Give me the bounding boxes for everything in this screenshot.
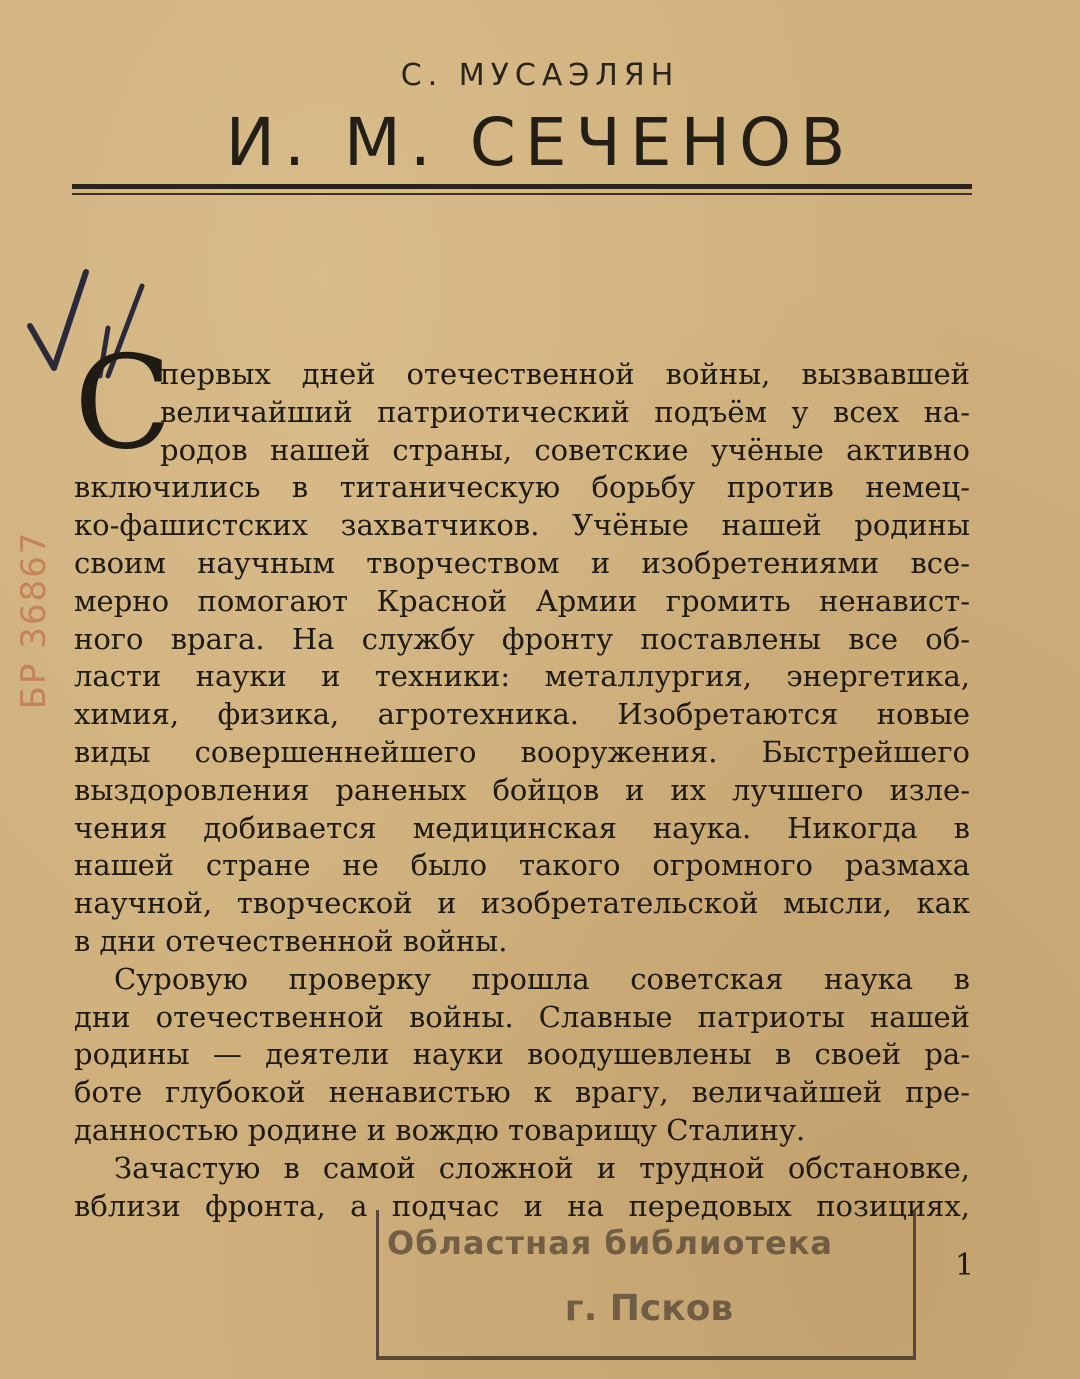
text-line: своим научным творчеством и изобретениями все- (74, 545, 970, 580)
text-line: мерно помогают Красной Армии громить ненавист- (74, 583, 970, 618)
text-line: первых дней отечественной войны, вызвавшей (160, 357, 970, 391)
text-line: дни отечественной войны. Славные патриоты нашей (74, 999, 970, 1034)
text-line: виды совершеннейшего вооружения. Быстрейшего (74, 734, 970, 769)
title-rule-thin (72, 193, 972, 195)
text-line: данностью родине и вождю товарищу Сталину. (74, 1112, 806, 1147)
text-line: в дни отечественной войны. (74, 923, 508, 958)
text-line: вблизи фронта, а подчас и на передовых позициях, (74, 1188, 970, 1223)
text-line: ко-фашистских захватчиков. Учёные нашей родины (74, 508, 970, 543)
text-line: нашей стране не было такого огромного размаха (74, 848, 970, 883)
text-line: родины — деятели науки воодушевлены в своей ра- (74, 1037, 970, 1072)
library-stamp (376, 1210, 916, 1360)
text-line: боте глубокой ненавистью к врагу, величайшей пре- (74, 1075, 970, 1110)
text-line: величайший патриотический подъём у всех на- (160, 394, 970, 429)
text-line: научной, творческой и изобретательской мысли, как (74, 886, 970, 921)
author-name: С. МУСАЭЛЯН (400, 58, 680, 93)
stamp-city: г. Псков (564, 1288, 734, 1329)
body-text (74, 356, 970, 1225)
margin-inventory-number (4, 490, 64, 750)
text-line: химия, физика, агротехника. Изобретаются новые (74, 697, 970, 732)
book-title: И. М. СЕЧЕНОВ (225, 104, 855, 181)
title-rule-thick (72, 184, 972, 189)
stamp-library-name: Областная библиотека (387, 1224, 833, 1262)
drop-cap: С (74, 329, 172, 478)
margin-inventory-number-text: БР 36867 (14, 530, 54, 710)
text-line: Суровую проверку прошла советская наука в (114, 961, 970, 996)
text-line: чения добивается медицинская наука. Никогда в (74, 810, 970, 845)
page-number: 1 (955, 1248, 975, 1283)
text-line: выздоровления раненых бойцов и их лучшего изле- (74, 772, 970, 807)
text-line: включились в титаническую борьбу против немец- (74, 470, 970, 505)
text-line: родов нашей страны, советские учёные активно (160, 432, 970, 467)
text-line: ласти науки и техники: металлургия, энергетика, (74, 659, 970, 694)
text-line: Зачастую в самой сложной и трудной обстановке, (114, 1150, 970, 1185)
text-line: ного врага. На службу фронту поставлены все об- (74, 621, 970, 656)
